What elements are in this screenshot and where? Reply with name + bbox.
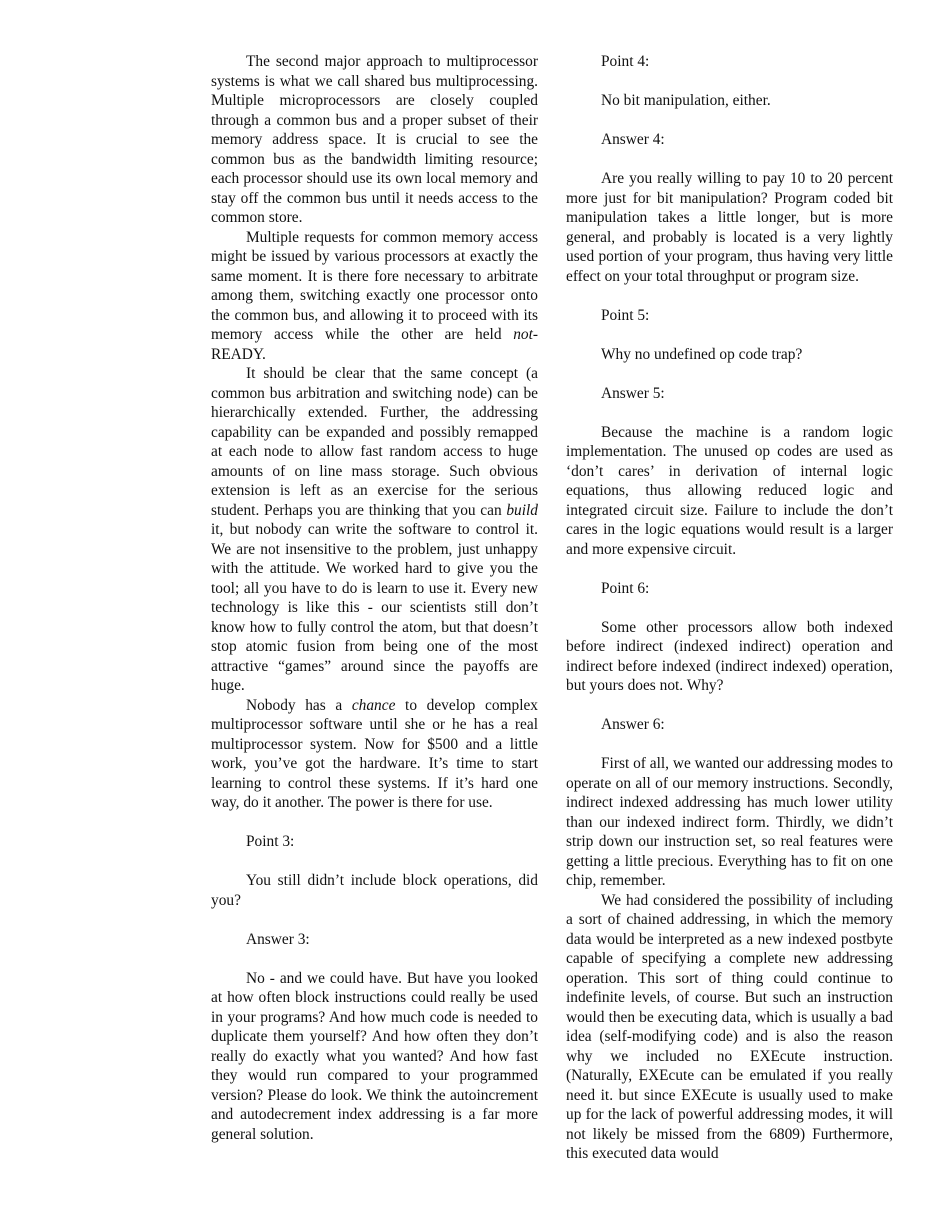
answer-3-text: No - and we could have. But have you looked at how often block instructions could really be used in your programs? And how much code is needed to duplicate them yourself? And how often they don’t really do exactly what you wanted? And how fast they would run compared to your programmed version? Please do look. We think the autoincrement and autodecrement index addressing is a far more general solution. <box>211 969 538 1143</box>
point-3-text: You still didn’t include block operations, did you? <box>211 872 538 909</box>
paragraph-chance-end: to develop complex multiprocessor software until she or he has a real multiprocessor system. Now for $500 and a little work, you’ve got the hardware. It’s time to start learning to control these systems. If it’s hard one way, do it another. The power is there for use. <box>211 696 538 811</box>
paragraph-chained-addressing: We had considered the possibility of including a sort of chained addressing, in which the memory data would be interpreted as a new indexed postbyte capable of specifying a complete new addressing operation. This sort of thing could continue to indefinite levels, of course. But such an instruction would then be executing data, which is usually a bad idea (self-modifying code) and is also the reason why we included no EXEcute instruction. (Naturally, EXEcute can be emulated if you really need it. but since EXEcute is usually used to make up for the lack of powerful addressing modes, it will not likely be missed from the 6809) Furthermore, this executed data would <box>566 891 893 1162</box>
right-column <box>566 52 893 1164</box>
point-5-text: Why no undefined op code trap? <box>601 345 803 363</box>
paragraph-hierarchical <box>211 364 538 696</box>
emphasis-not: not <box>513 326 533 343</box>
paragraph-shared-bus: The second major approach to multiprocessor systems is what we call shared bus multiprocessing. Multiple microprocessors are closely coupled through a common bus and a proper subset of their memory address space. It is crucial to see the common bus as the bandwidth limiting resource; each processor should use its own local memory and stay off the common bus until it needs access to the common store. <box>211 53 538 226</box>
point-6-text: Some other processors allow both indexed before indirect (indexed indirect) operation and indirect before indexed (indirect indexed) operation, but yours does not. Why? <box>566 618 893 694</box>
answer-6-text: First of all, we wanted our addressing modes to operate on all of our memory instructions. Secondly, indirect indexed addressing has much lower utility than our indexed indirect form. Thirdly, we didn’t strip down our instruction set, so real features were getting a little precious. Everything has to fit on one chip, remember. <box>566 755 893 889</box>
point-4-heading: Point 4: <box>601 53 650 70</box>
paragraph-arbitration-text: Multiple requests for common memory access might be issued by various processors at exactly the same moment. It is there fore necessary to arbitrate among them, switching exactly one processor onto the common bus, and allowing it to proceed with its memory access while the other are held <box>211 228 538 343</box>
answer-3-heading: Answer 3: <box>246 930 310 948</box>
left-column <box>211 52 538 1144</box>
point-6-heading: Point 6: <box>601 579 650 597</box>
paragraph-hierarchical-text: It should be clear that the same concept (a common bus arbitration and switching node) can be hierarchically extended. Further, the addressing capability can be expanded and possibly remapped at each node to allow fast random access to huge amounts of on line mass storage. Such obvious extension is left as an exercise for the serious student. Perhaps you are thinking that you can <box>211 365 538 519</box>
paragraph-chance <box>211 696 538 813</box>
paragraph-arbitration <box>211 228 538 365</box>
point-3-heading: Point 3: <box>246 833 295 850</box>
paragraph-chance-text: Nobody has a <box>246 696 352 714</box>
paragraph-hierarchical-end: it, but nobody can write the software to control it. We are not insensitive to the problem, just unhappy with the attitude. We worked hard to give you the tool; all you have to do is learn to use it. Every new technology is like this - our scientists still don’t know how to fully control the atom, but that doesn’t stop atomic fusion from being one of the most attractive “games” around since the payoffs are huge. <box>211 521 538 694</box>
emphasis-chance: chance <box>351 696 396 714</box>
answer-4-heading: Answer 4: <box>601 131 665 148</box>
answer-6-heading: Answer 6: <box>601 716 665 733</box>
answer-5-heading: Answer 5: <box>601 384 665 402</box>
answer-4-text: Are you really willing to pay 10 to 20 percent more just for bit manipulation? Program coded bit manipulation takes a little longer, but is more general, and probably is located is a very lightly used portion of your program, thus having very little effect on your total throughput or program size. <box>566 170 893 285</box>
emphasis-build: build <box>506 501 538 519</box>
answer-5-text: Because the machine is a random logic implementation. The unused op codes are used as ‘don’t cares’ in derivation of internal logic equations, thus allowing reduced logic and integrated circuit size. Failure to include the don’t cares in the logic equations would result is a larger and more expensive circuit. <box>566 423 893 558</box>
point-5-heading: Point 5: <box>601 306 650 324</box>
paragraph-arbitration-end: -READY. <box>211 326 538 363</box>
point-4-text: No bit manipulation, either. <box>601 92 771 109</box>
